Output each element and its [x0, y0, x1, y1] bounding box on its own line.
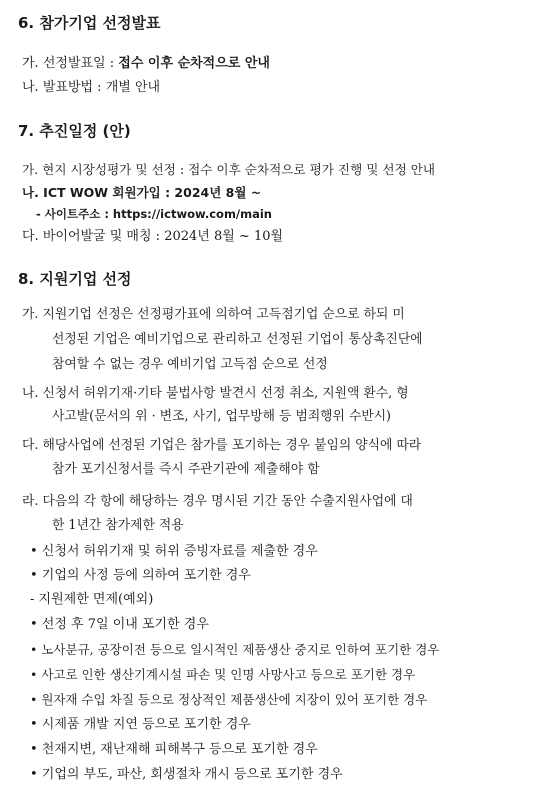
s7-item-b-site: - 사이트주소 : https://ictwow.com/main [36, 207, 272, 221]
s8-item-a-line1: 가. 지원기업 선정은 선정평가표에 의하여 고득점기업 순으로 하되 미 [22, 307, 405, 322]
s8-item-d-line1: 라. 다음의 각 항에 해당하는 경우 명시된 기간 동안 수출지원사업에 대 [22, 494, 413, 509]
section-7-heading: 7. 추진일정 (안) [18, 122, 131, 140]
list-item: • 노사분규, 공장이전 등으로 일시적인 제품생산 중지로 인하여 포기한 경우 [30, 642, 440, 657]
s8-item-a-line2: 선정된 기업은 예비기업으로 관리하고 선정된 기업이 통상촉진단에 [52, 332, 423, 347]
s6-item-a-value: 접수 이후 순차적으로 안내 [118, 56, 270, 71]
list-item: • 사고로 인한 생산기계시설 파손 및 인명 사망사고 등으로 포기한 경우 [30, 667, 416, 682]
list-item: • 신청서 허위기재 및 허위 증빙자료를 제출한 경우 [30, 544, 318, 559]
s8-item-d-line2: 한 1년간 참가제한 적용 [52, 518, 184, 533]
list-item: • 선정 후 7일 이내 포기한 경우 [30, 617, 209, 632]
s6-item-b: 나. 발표방법 : 개별 안내 [22, 80, 161, 95]
s8-item-a-line3: 참여할 수 없는 경우 예비기업 고득점 순으로 선정 [52, 357, 328, 372]
list-item: • 시제품 개발 지연 등으로 포기한 경우 [30, 717, 251, 732]
s6-item-a [22, 55, 558, 73]
s7-item-c: 다. 바이어발굴 및 매칭 : 2024년 8월 ~ 10월 [22, 229, 284, 244]
s8-item-b-line2: 사고발(문서의 위 · 변조, 사기, 업무방해 등 범죄행위 수반시) [52, 409, 392, 424]
exemption-heading: - 지원제한 면제(예외) [30, 592, 154, 607]
section-6-heading: 6. 참가기업 선정발표 [18, 14, 161, 32]
list-item: • 기업의 부도, 파산, 회생절차 개시 등으로 포기한 경우 [30, 767, 343, 782]
list-item: • 기업의 사정 등에 의하여 포기한 경우 [30, 568, 251, 583]
s7-item-b: 나. ICT WOW 회원가입 : 2024년 8월 ~ [22, 185, 262, 200]
s8-item-b-line1: 나. 신청서 허위기재·기타 불법사항 발견시 선정 취소, 지원액 환수, 형 [22, 386, 409, 401]
s8-item-c-line1: 다. 해당사업에 선정된 기업은 참가를 포기하는 경우 붙임의 양식에 따라 [22, 438, 422, 453]
section-8-heading: 8. 지원기업 선정 [18, 270, 132, 288]
s7-item-a: 가. 현지 시장성평가 및 선정 : 접수 이후 순차적으로 평가 진행 및 선정 안내 [22, 162, 436, 177]
s8-item-c-line2: 참가 포기신청서를 즉시 주관기관에 제출해야 함 [52, 462, 320, 477]
list-item: • 천재지변, 재난재해 피해복구 등으로 포기한 경우 [30, 742, 318, 757]
list-item: • 원자재 수입 차질 등으로 정상적인 제품생산에 지장이 있어 포기한 경우 [30, 692, 428, 707]
s6-item-a-label: 가. 선정발표일 : [22, 56, 119, 71]
